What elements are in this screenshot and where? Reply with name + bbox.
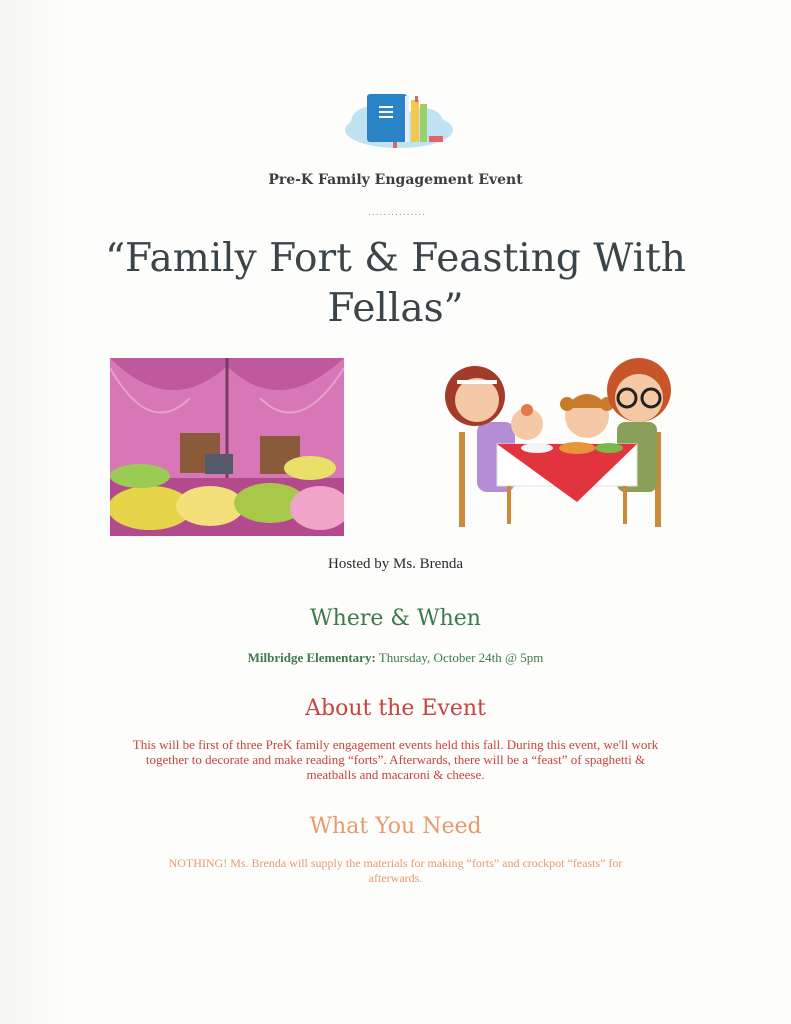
location-label: Milbridge Elementary:: [247, 650, 376, 665]
need-line: afterwards.: [368, 871, 423, 885]
family-feast-illustration: [437, 352, 677, 532]
about-heading: About the Event: [305, 696, 486, 721]
scan-edge: [0, 0, 70, 1024]
host-line: Hosted by Ms. Brenda: [328, 556, 463, 572]
event-subtitle: Pre-K Family Engagement Event: [268, 172, 523, 188]
title-line: “Family Fort & Feasting With: [105, 236, 686, 281]
about-description: [90, 737, 701, 782]
event-datetime: Thursday, October 24th @ 5pm: [375, 650, 544, 665]
book-cloud-icon: [343, 88, 455, 150]
where-when-heading: Where & When: [310, 606, 481, 631]
divider-dots: ...............: [368, 208, 426, 218]
where-when-details: [0, 650, 791, 666]
title-line: Fellas”: [327, 286, 464, 331]
about-line: meatballs and macaroni & cheese.: [306, 767, 485, 782]
reading-fort-photo: [110, 358, 344, 536]
need-line: NOTHING! Ms. Brenda will supply the materials for making “forts” and crockpot “feasts” for: [168, 856, 623, 870]
need-heading: What You Need: [309, 814, 482, 839]
about-line: This will be first of three PreK family engagement events held this fall. During this event, we'll work: [132, 737, 659, 752]
about-line: together to decorate and make reading “forts”. Afterwards, there will be a “feast” of spaghetti &: [145, 752, 646, 767]
page-title: [60, 234, 731, 334]
need-description: [110, 856, 681, 886]
